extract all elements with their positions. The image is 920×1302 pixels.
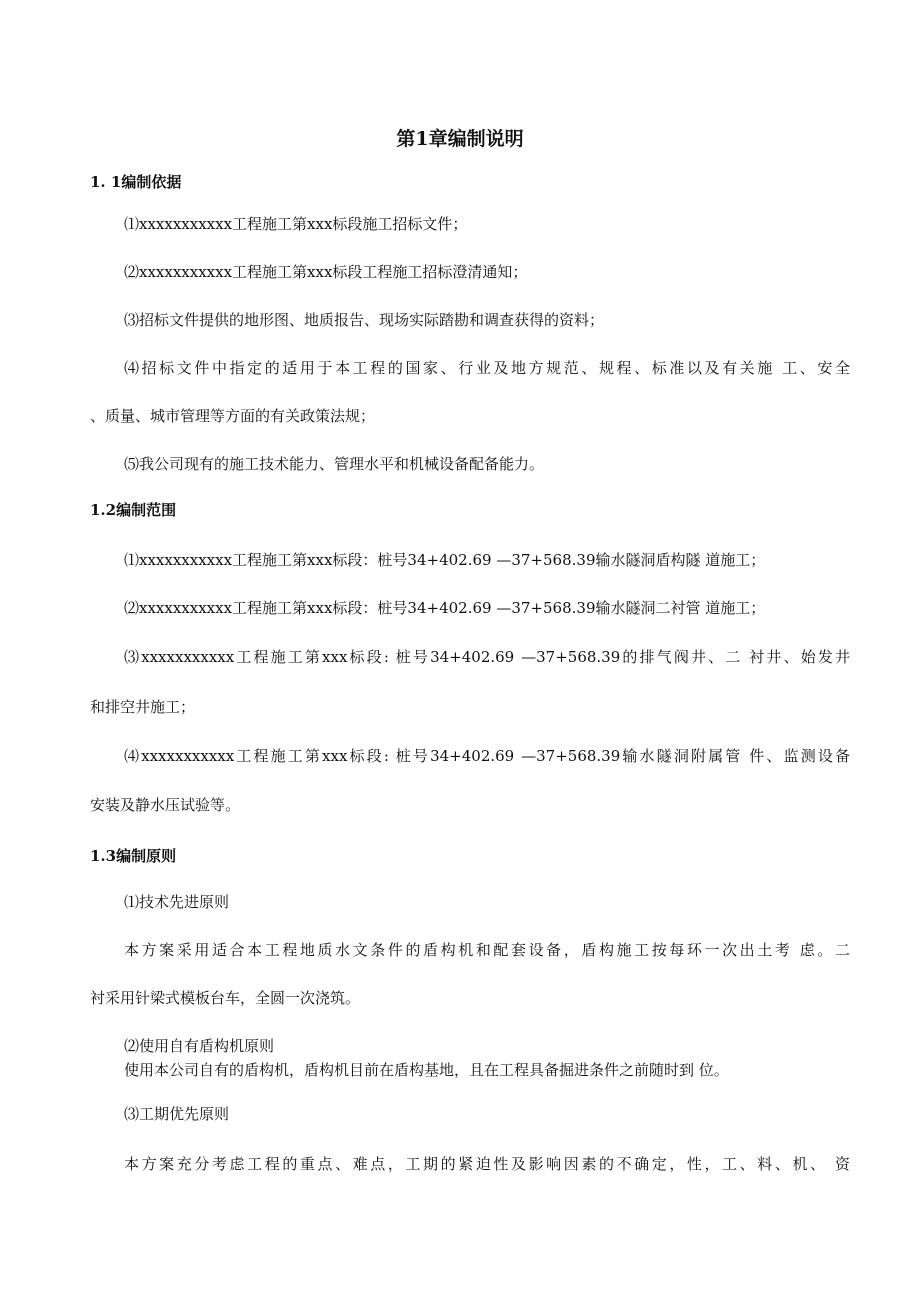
paragraph: ⑸我公司现有的施工技术能力、管理水平和机械设备配备能力。: [124, 455, 545, 473]
paragraph: ⑵xxxxxxxxxxx工程施工第xxx标段：桩号34+402.69 —37+568.39输水隧洞二衬管 道施工；: [124, 599, 766, 617]
page-title: 第1章编制说明: [396, 128, 524, 150]
paragraph: ⑶xxxxxxxxxxx工程施工第xxx标段: 桩号34+402.69 —37+568.39的排气阀井、二 衬井、始发井: [124, 648, 850, 666]
paragraph: 和排空井施工；: [90, 698, 196, 716]
paragraph: ⑶招标文件提供的地形图、地质报告、现场实际踏勘和调查获得的资料；: [124, 311, 605, 329]
paragraph: ⑴技术先进原则: [124, 893, 230, 911]
section-heading-basis: 1. 1编制依据: [90, 173, 182, 191]
paragraph: 本方案充分考虑工程的重点、难点，工期的紧迫性及影响因素的不确定，性，工、料、机、 资: [124, 1155, 850, 1173]
paragraph: 使用本公司自有的盾构机，盾构机目前在盾构基地，且在工程具备掘进条件之前随时到 位。: [124, 1061, 729, 1079]
paragraph: ⑴xxxxxxxxxxx工程施工第xxx标段：桩号34+402.69 —37+568.39输水隧洞盾构隧 道施工；: [124, 551, 766, 569]
paragraph: 本方案采用适合本工程地质水文条件的盾构机和配套设备，盾构施工按每环一次出土考 虑。二: [124, 941, 850, 959]
paragraph: ⑴xxxxxxxxxxx工程施工第xxx标段施工招标文件；: [124, 215, 468, 233]
paragraph: 衬采用针梁式模板台车，全圆一次浇筑。: [90, 989, 361, 1007]
section-heading-scope: 1.2编制范围: [90, 501, 177, 519]
paragraph: ⑶工期优先原则: [124, 1105, 230, 1123]
paragraph: ⑷招标文件中指定的适用于本工程的国家、行业及地方规范、规程、标准以及有关施 工、安全: [124, 359, 850, 377]
paragraph: 安装及静水压试验等。: [90, 796, 241, 814]
paragraph: ⑷xxxxxxxxxxx工程施工第xxx标段: 桩号34+402.69 —37+568.39输水隧洞附属管 件、监测设备: [124, 747, 850, 765]
paragraph: ⑵xxxxxxxxxxx工程施工第xxx标段工程施工招标澄清通知；: [124, 263, 528, 281]
paragraph: 、质量、城市管理等方面的有关政策法规；: [90, 407, 376, 425]
section-heading-principles: 1.3编制原则: [90, 847, 177, 865]
paragraph: ⑵使用自有盾构机原则: [124, 1037, 275, 1055]
